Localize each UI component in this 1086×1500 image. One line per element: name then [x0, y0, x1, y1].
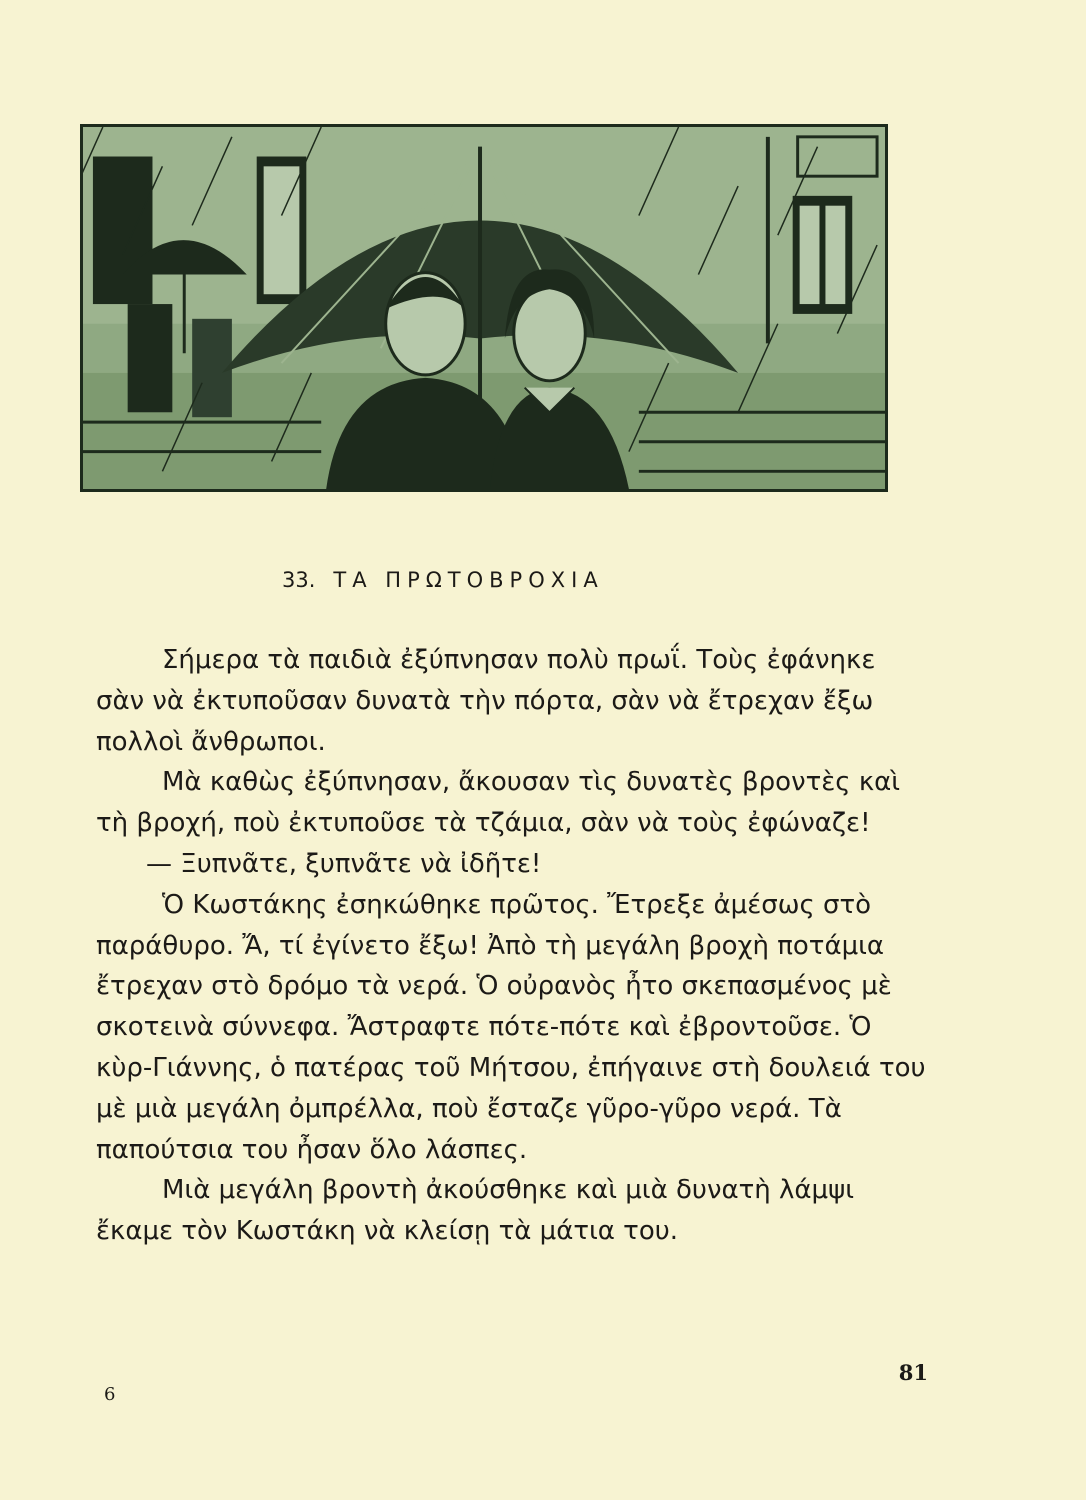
printer-signature-mark: 6	[104, 1384, 116, 1405]
paragraph: Μὰ καθὼς ἐξύπνησαν, ἄκουσαν τὶς δυνατὲς βροντὲς καὶ τὴ βροχή, ποὺ ἐκτυποῦσε τὰ τζάμια, σὰν νὰ τοὺς ἐφώναζε!	[96, 767, 901, 839]
chapter-number: 33.	[282, 568, 316, 592]
paragraph-dialogue: — Ξυπνᾶτε, ξυπνᾶτε νὰ ἰδῆτε!	[146, 848, 542, 879]
chapter-illustration	[80, 124, 888, 492]
chapter-title: ΤΑ ΠΡΩΤΟΒΡΟΧΙΑ	[333, 568, 604, 592]
chapter-body	[96, 640, 926, 1252]
chapter-heading	[282, 568, 604, 592]
paragraph: Ὁ Κωστάκης ἐσηκώθηκε πρῶτος. Ἔτρεξε ἀμέσως στὸ παράθυρο. Ἄ, τί ἐγίνετο ἔξω! Ἀπὸ τὴ μεγάλη βροχὴ ποτάμια ἔτρεχαν στὸ δρόμο τὰ νερά. Ὁ οὐρανὸς ἦτο σκεπασμένος μὲ σκοτεινὰ σύννεφα. Ἄστραφτε πότε-πότε καὶ ἐβροντοῦσε. Ὁ κὺρ-Γιάννης, ὁ πατέρας τοῦ Μήτσου, ἐπήγαινε στὴ δουλειά του μὲ μιὰ μεγάλη ὀμπρέλλα, ποὺ ἔσταζε γῦρο-γῦρο νερά. Τὰ παπούτσια του ἦσαν ὅλο λάσπες.	[96, 889, 926, 1165]
paragraph: Μιὰ μεγάλη βροντὴ ἀκούσθηκε καὶ μιὰ δυνατὴ λάμψι ἔκαμε τὸν Κωστάκη νὰ κλείσῃ τὰ μάτια του.	[96, 1175, 855, 1247]
page-number: 81	[898, 1360, 928, 1385]
paragraph: Σήμερα τὰ παιδιὰ ἐξύπνησαν πολὺ πρωΐ. Τοὺς ἐφάνηκε σὰν νὰ ἐκτυποῦσαν δυνατὰ τὴν πόρτα, σὰν νὰ ἔτρεχαν ἔξω πολλοὶ ἄνθρωποι.	[96, 645, 876, 757]
children-under-umbrella-in-rain-illustration	[83, 127, 885, 489]
